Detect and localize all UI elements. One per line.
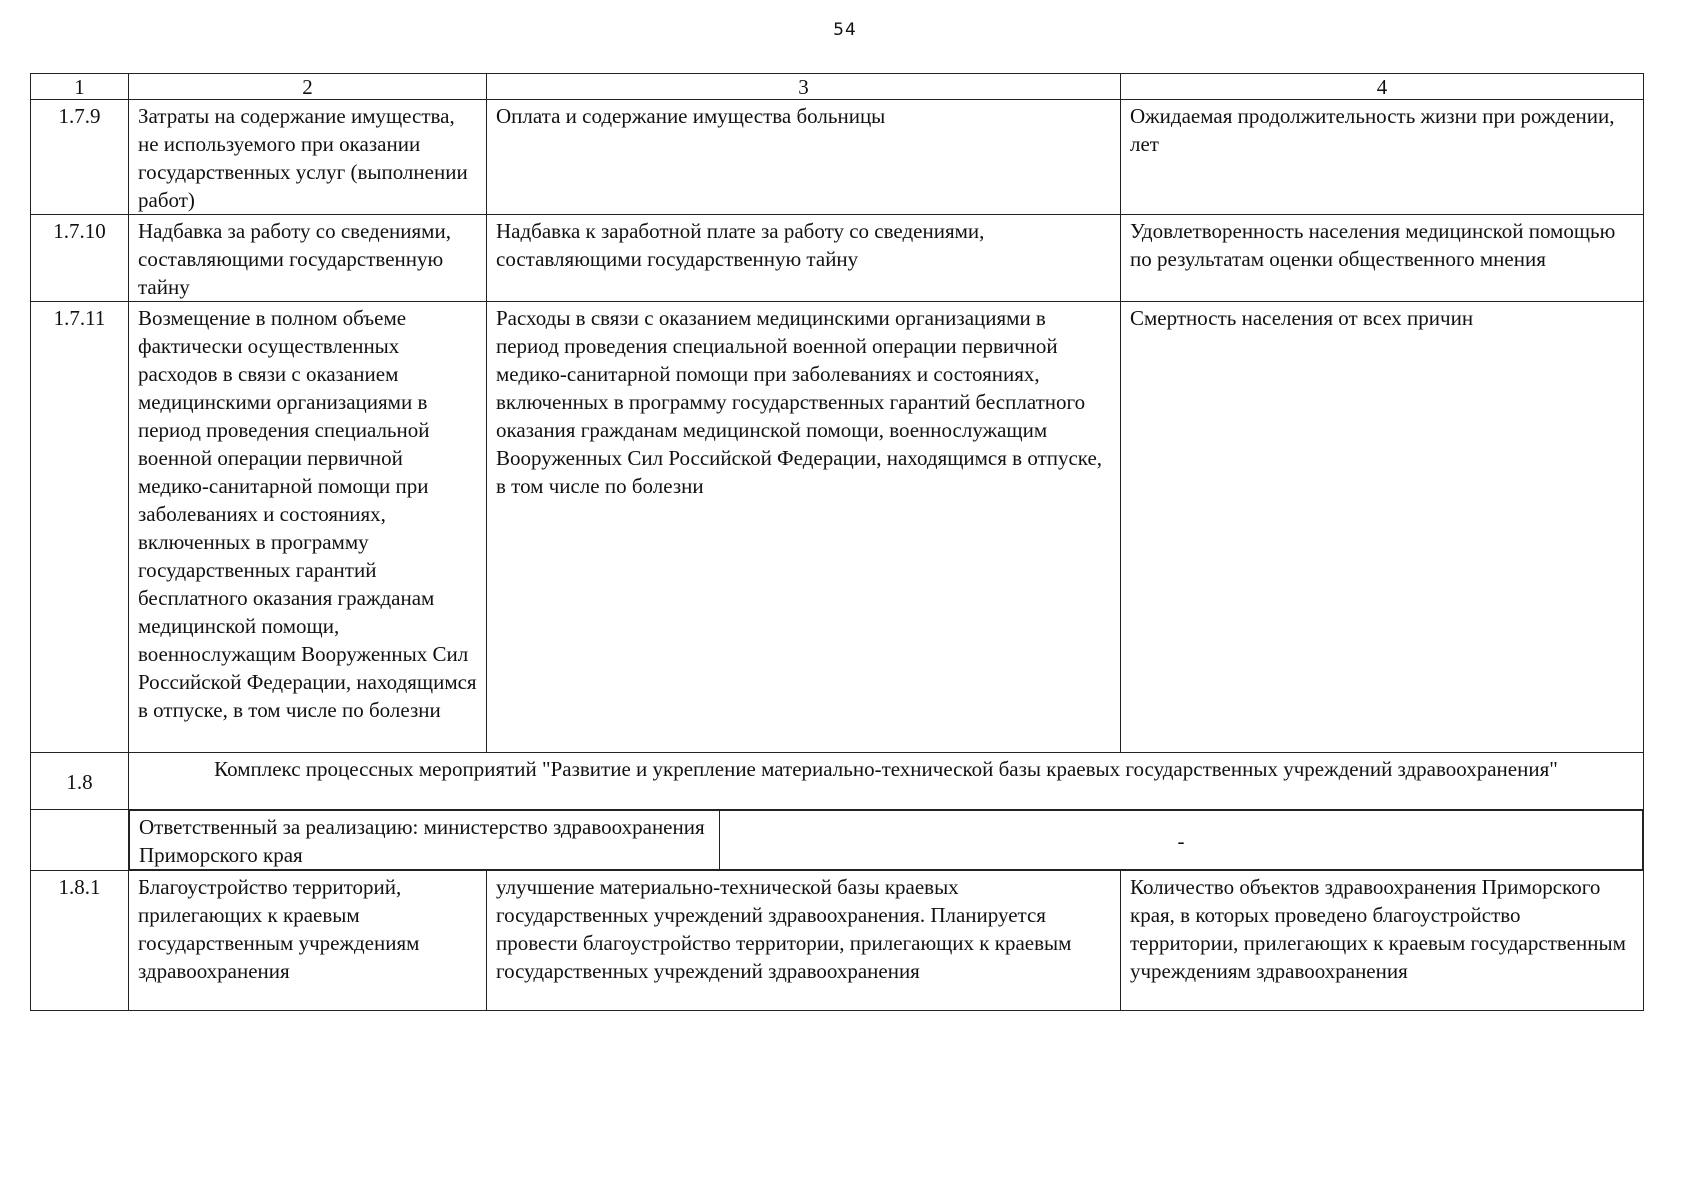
- header-col-4: 4: [1121, 74, 1644, 100]
- header-col-2: 2: [129, 74, 487, 100]
- section-title: Комплекс процессных мероприятий "Развитие и укрепление материально-технической базы краевых государственных учреждений здравоохранения": [129, 753, 1644, 810]
- measure-description: Надбавка к заработной плате за работу со сведениями, составляющими государственную тайну: [487, 215, 1121, 302]
- header-col-1: 1: [31, 74, 129, 100]
- section-number: 1.8: [31, 753, 129, 810]
- measures-table: [30, 73, 1644, 1011]
- header-row: [31, 74, 1644, 100]
- table-row: [31, 871, 1644, 1011]
- responsible-text: Ответственный за реализацию: министерство здравоохранения Приморского края: [130, 811, 720, 870]
- measure-indicator: Удовлетворенность населения медицинской помощью по результатам оценки общественного мнения: [1121, 215, 1644, 302]
- measure-indicator: Смертность населения от всех причин: [1121, 302, 1644, 753]
- measure-indicator: Ожидаемая продолжительность жизни при рождении, лет: [1121, 100, 1644, 215]
- measure-name: Благоустройство территорий, прилегающих к краевым государственным учреждениям здравоохранения: [129, 871, 487, 1011]
- measure-indicator: Количество объектов здравоохранения Приморского края, в которых проведено благоустройство территории, прилегающих к краевым государственным учреждениям здравоохранения: [1121, 871, 1644, 1011]
- measure-name: Надбавка за работу со сведениями, составляющими государственную тайну: [129, 215, 487, 302]
- section-row: [31, 753, 1644, 810]
- measure-name: Возмещение в полном объеме фактически осуществленных расходов в связи с оказанием медицинскими организациями в период проведения специальной военной операции первичной медико-санитарной помощи при заболеваниях и состояниях, включенных в программу государственных гарантий бесплатного оказания гражданам медицинской помощи, военнослужащим Вооруженных Сил Российской Федерации, находящимся в отпуске, в том числе по болезни: [129, 302, 487, 753]
- measure-description: Расходы в связи с оказанием медицинскими организациями в период проведения специальной военной операции первичной медико-санитарной помощи при заболеваниях и состояниях, включенных в программу государственных гарантий бесплатного оказания гражданам медицинской помощи, военнослужащим Вооруженных Сил Российской Федерации, находящимся в отпуске, в том числе по болезни: [487, 302, 1121, 753]
- row-number: 1.7.10: [31, 215, 129, 302]
- measure-description: Оплата и содержание имущества больницы: [487, 100, 1121, 215]
- row-number: 1.8.1: [31, 871, 129, 1011]
- header-col-3: 3: [487, 74, 1121, 100]
- row-number: 1.7.11: [31, 302, 129, 753]
- responsible-row: [31, 810, 1644, 871]
- measure-name: Затраты на содержание имущества, не используемого при оказании государственных услуг (выполнении работ): [129, 100, 487, 215]
- table-row: [31, 100, 1644, 215]
- page-number: 54: [833, 20, 857, 40]
- row-number: 1.7.9: [31, 100, 129, 215]
- table-row: [31, 302, 1644, 753]
- measure-description: улучшение материально-технической базы краевых государственных учреждений здравоохранения. Планируется провести благоустройство территории, прилегающих к краевым государственных учреждений здравоохранения: [487, 871, 1121, 1011]
- responsible-value: -: [720, 811, 1643, 870]
- responsible-cell: [129, 810, 1644, 871]
- table-row: [31, 215, 1644, 302]
- responsible-inner-table: [129, 810, 1643, 870]
- responsible-empty-cell: [31, 810, 129, 871]
